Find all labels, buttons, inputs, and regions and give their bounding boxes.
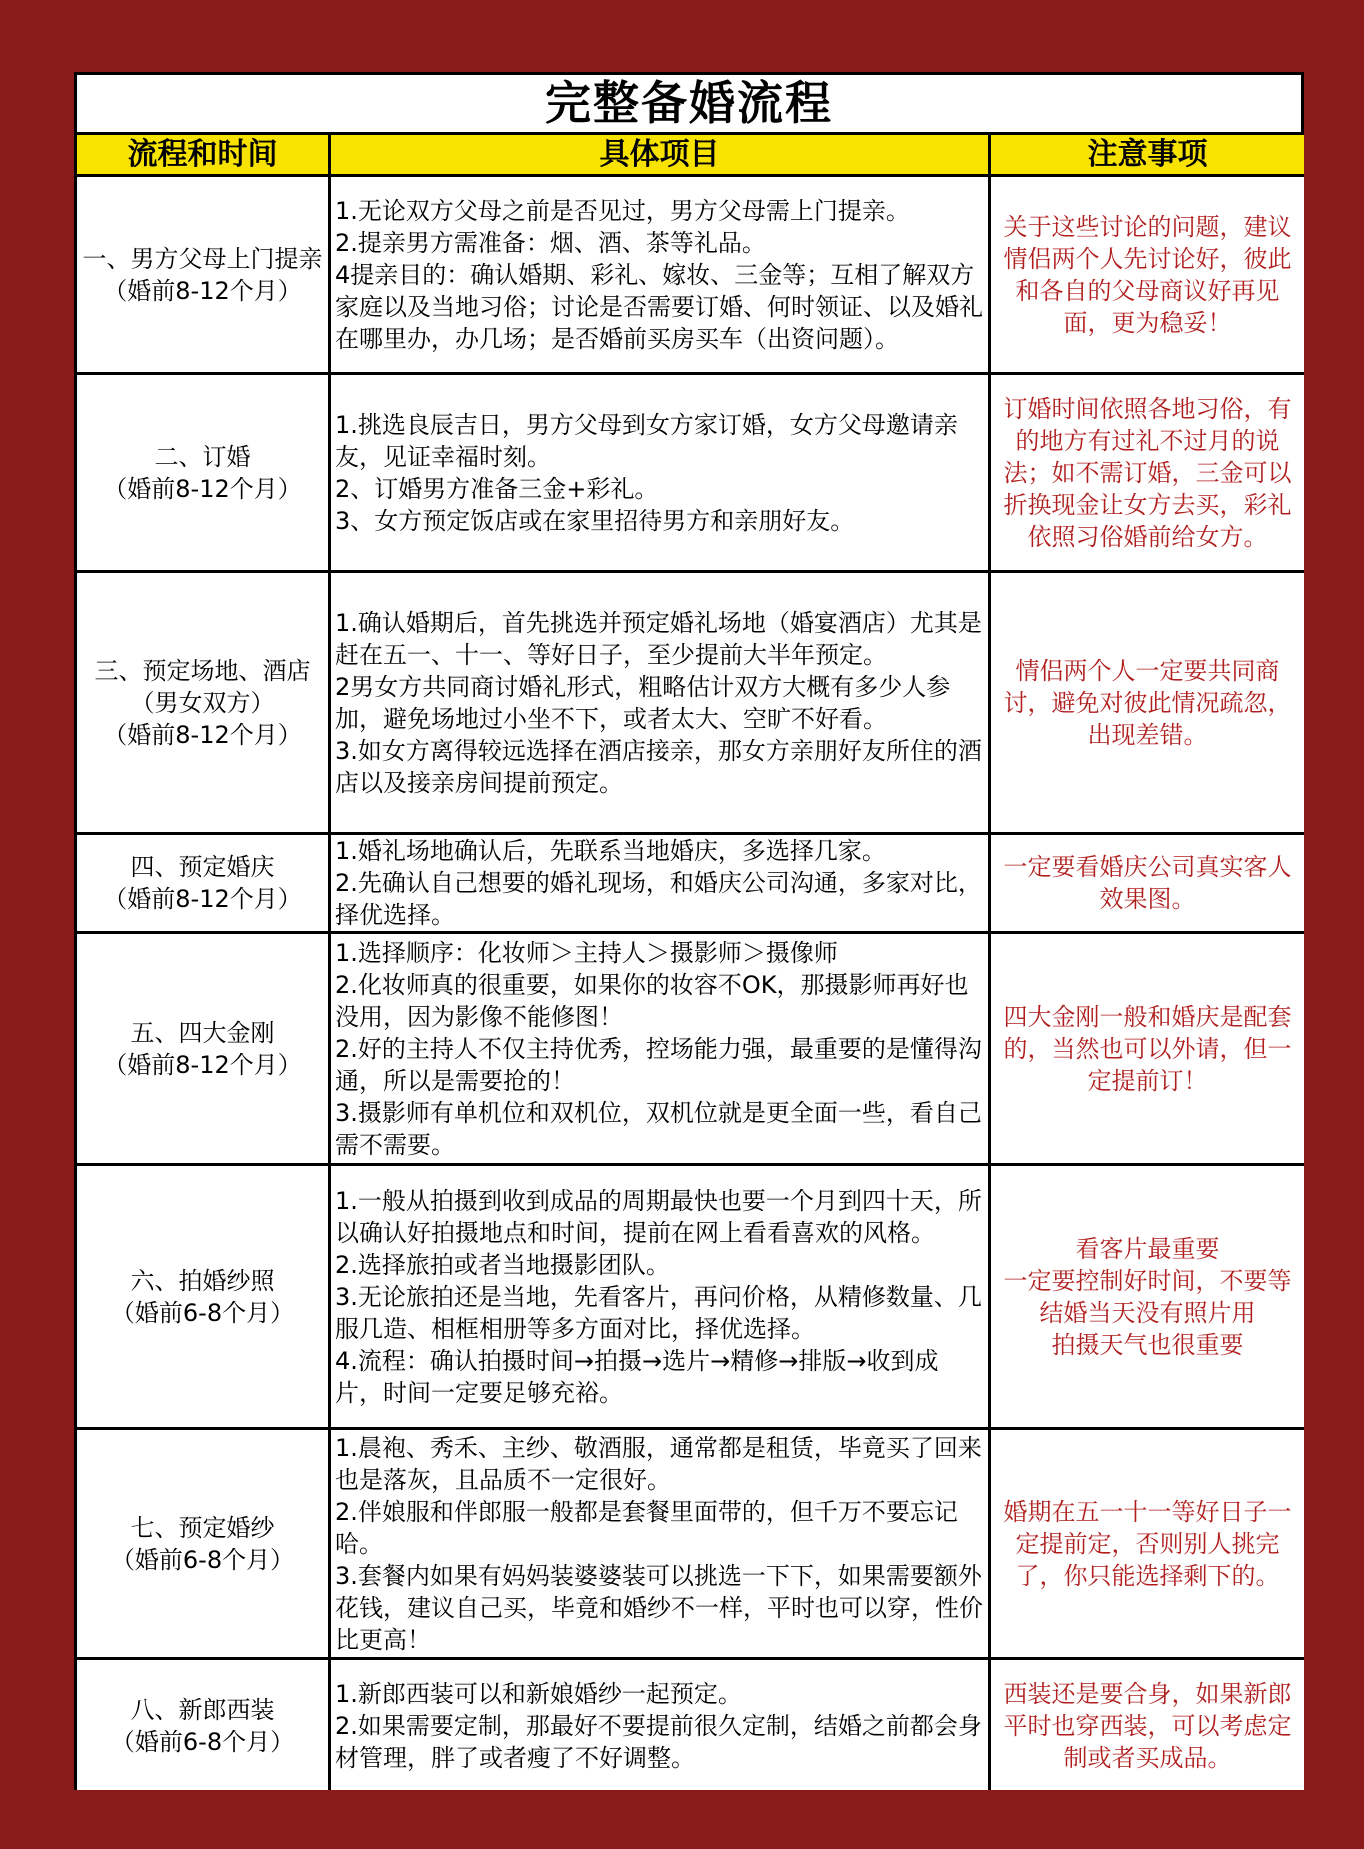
item-text: 1.婚礼场地确认后，先联系当地婚庆，多选择几家。 (335, 837, 886, 865)
item-text: 2.伴娘服和伴郎服一般都是套餐里面带的，但千万不要忘记哈。 (335, 1497, 958, 1558)
stage-time: （婚前6-8个月） (110, 1728, 295, 1756)
header-items: 具体项目 (330, 134, 990, 176)
note-text: 西装还是要合身，如果新郎平时也穿西装，可以考虑定制或者买成品。 (1003, 1680, 1292, 1772)
table-row (76, 374, 1305, 572)
stage-time: （婚前8-12个月） (103, 885, 302, 913)
stage-name: 七、预定婚纱 (130, 1513, 275, 1542)
note-text: 一定要看婚庆公司真实客人效果图。 (1003, 853, 1292, 913)
stage-cell (76, 834, 330, 933)
stage-cell (76, 374, 330, 572)
items-cell (330, 176, 990, 374)
item-text: 3、女方预定饭店或在家里招待男方和亲朋好友。 (335, 506, 855, 535)
item-text: 1.新郎西装可以和新娘婚纱一起预定。 (335, 1680, 742, 1708)
items-cell (330, 834, 990, 933)
stage-time: （婚前8-12个月） (103, 720, 302, 749)
items-cell (330, 572, 990, 834)
item-text: 1.一般从拍摄到收到成品的周期最快也要一个月到四十天，所以确认好拍摄地点和时间，提前在网上看看喜欢的风格。 (335, 1186, 982, 1247)
item-text: 1.选择顺序：化妆师＞主持人＞摄影师＞摄像师 (335, 938, 838, 967)
stage-time: （婚前6-8个月） (110, 1545, 295, 1574)
note-cell (990, 1165, 1305, 1429)
stage-name: 五、四大金刚 (130, 1018, 275, 1047)
items-cell (330, 1659, 990, 1791)
item-text: 2.好的主持人不仅主持优秀，控场能力强，最重要的是懂得沟通，所以是需要抢的！ (335, 1034, 982, 1095)
note-cell (990, 1659, 1305, 1791)
item-text: 1.晨袍、秀禾、主纱、敬酒服，通常都是租赁，毕竟买了回来也是落灰，且品质不一定很好。 (335, 1433, 982, 1494)
wedding-plan-table (74, 132, 1304, 1790)
header-notes: 注意事项 (990, 134, 1305, 176)
table-row (76, 176, 1305, 374)
table-row (76, 1165, 1305, 1429)
item-text: 3.如女方离得较远选择在酒店接亲，那女方亲朋好友所住的酒店以及接亲房间提前预定。 (335, 736, 982, 797)
item-text: 1.确认婚期后，首先挑选并预定婚礼场地（婚宴酒店）尤其是赶在五一、十一、等好日子，至少提前大半年预定。 (335, 608, 982, 669)
item-text: 2.选择旅拍或者当地摄影团队。 (335, 1250, 670, 1279)
table-row (76, 834, 1305, 933)
items-cell (330, 933, 990, 1165)
note-text: 四大金刚一般和婚庆是配套的，当然也可以外请，但一定提前订！ (1003, 1002, 1292, 1095)
note-text: 拍摄天气也很重要 (1051, 1330, 1244, 1359)
table-row (76, 933, 1305, 1165)
table-header-row (76, 134, 1305, 176)
note-cell (990, 1429, 1305, 1659)
items-cell (330, 1165, 990, 1429)
table-row (76, 1659, 1305, 1791)
stage-cell (76, 1165, 330, 1429)
item-text: 3.套餐内如果有妈妈装婆婆装可以挑选一下下，如果需要额外花钱，建议自己买，毕竟和婚纱不一样，平时也可以穿，性价比更高！ (335, 1561, 983, 1654)
note-text: 情侣两个人一定要共同商讨，避免对彼此情况疏忽，出现差错。 (1003, 656, 1292, 749)
item-text: 2男女方共同商讨婚礼形式，粗略估计双方大概有多少人参加，避免场地过小坐不下，或者太大、空旷不好看。 (335, 672, 951, 733)
note-cell (990, 176, 1305, 374)
note-text: 关于这些讨论的问题，建议情侣两个人先讨论好，彼此和各自的父母商议好再见面，更为稳妥！ (1003, 212, 1292, 337)
stage-time: （婚前8-12个月） (103, 1050, 302, 1079)
table-row (76, 1429, 1305, 1659)
item-text: 2.提亲男方需准备：烟、酒、茶等礼品。 (335, 228, 766, 257)
item-text: 2.先确认自己想要的婚礼现场，和婚庆公司沟通，多家对比，择优选择。 (335, 869, 982, 929)
note-cell (990, 374, 1305, 572)
stage-cell (76, 1429, 330, 1659)
items-cell (330, 374, 990, 572)
note-text: 一定要控制好时间，不要等结婚当天没有照片用 (1003, 1266, 1292, 1327)
stage-name: 二、订婚 (154, 442, 251, 471)
stage-cell (76, 1659, 330, 1791)
plan-sheet (74, 72, 1304, 1790)
note-cell (990, 572, 1305, 834)
item-text: 2.化妆师真的很重要，如果你的妆容不OK，那摄影师再好也没用，因为影像不能修图！ (335, 970, 969, 1031)
stage-time: （婚前6-8个月） (110, 1298, 295, 1327)
item-text: 1.无论双方父母之前是否见过，男方父母需上门提亲。 (335, 196, 910, 225)
item-text: 3.无论旅拍还是当地，先看客片，再问价格，从精修数量、几服几造、相框相册等多方面对比，择优选择。 (335, 1282, 982, 1343)
stage-cell (76, 572, 330, 834)
note-text: 订婚时间依照各地习俗，有的地方有过礼不过月的说法；如不需订婚，三金可以折换现金让女方去买，彩礼依照习俗婚前给女方。 (1003, 394, 1292, 551)
item-text: 2、订婚男方准备三金+彩礼。 (335, 474, 659, 503)
stage-time: （婚前8-12个月） (103, 474, 302, 503)
header-stage: 流程和时间 (76, 134, 330, 176)
page-title: 完整备婚流程 (74, 72, 1304, 132)
items-cell (330, 1429, 990, 1659)
stage-cell (76, 933, 330, 1165)
stage-name: 三、预定场地、酒店（男女双方） (94, 656, 311, 717)
stage-name: 六、拍婚纱照 (130, 1266, 275, 1295)
note-cell (990, 933, 1305, 1165)
stage-cell (76, 176, 330, 374)
stage-name: 八、新郎西装 (130, 1696, 275, 1724)
note-text: 婚期在五一十一等好日子一定提前定，否则别人挑完了，你只能选择剩下的。 (1003, 1497, 1292, 1590)
item-text: 4提亲目的：确认婚期、彩礼、嫁妆、三金等；互相了解双方家庭以及当地习俗；讨论是否需要订婚、何时领证、以及婚礼在哪里办，办几场；是否婚前买房买车（出资问题）。 (335, 260, 983, 353)
note-cell (990, 834, 1305, 933)
stage-time: （婚前8-12个月） (103, 276, 302, 305)
item-text: 2.如果需要定制，那最好不要提前很久定制，结婚之前都会身材管理，胖了或者瘦了不好调整。 (335, 1712, 982, 1772)
table-row (76, 572, 1305, 834)
item-text: 1.挑选良辰吉日，男方父母到女方家订婚，女方父母邀请亲友，见证幸福时刻。 (335, 410, 958, 471)
item-text: 4.流程：确认拍摄时间→拍摄→选片→精修→排版→收到成片，时间一定要足够充裕。 (335, 1346, 939, 1407)
stage-name: 四、预定婚庆 (130, 853, 275, 881)
stage-name: 一、男方父母上门提亲 (82, 244, 323, 273)
item-text: 3.摄影师有单机位和双机位，双机位就是更全面一些，看自己需不需要。 (335, 1098, 982, 1159)
note-text: 看客片最重要 (1075, 1234, 1220, 1263)
